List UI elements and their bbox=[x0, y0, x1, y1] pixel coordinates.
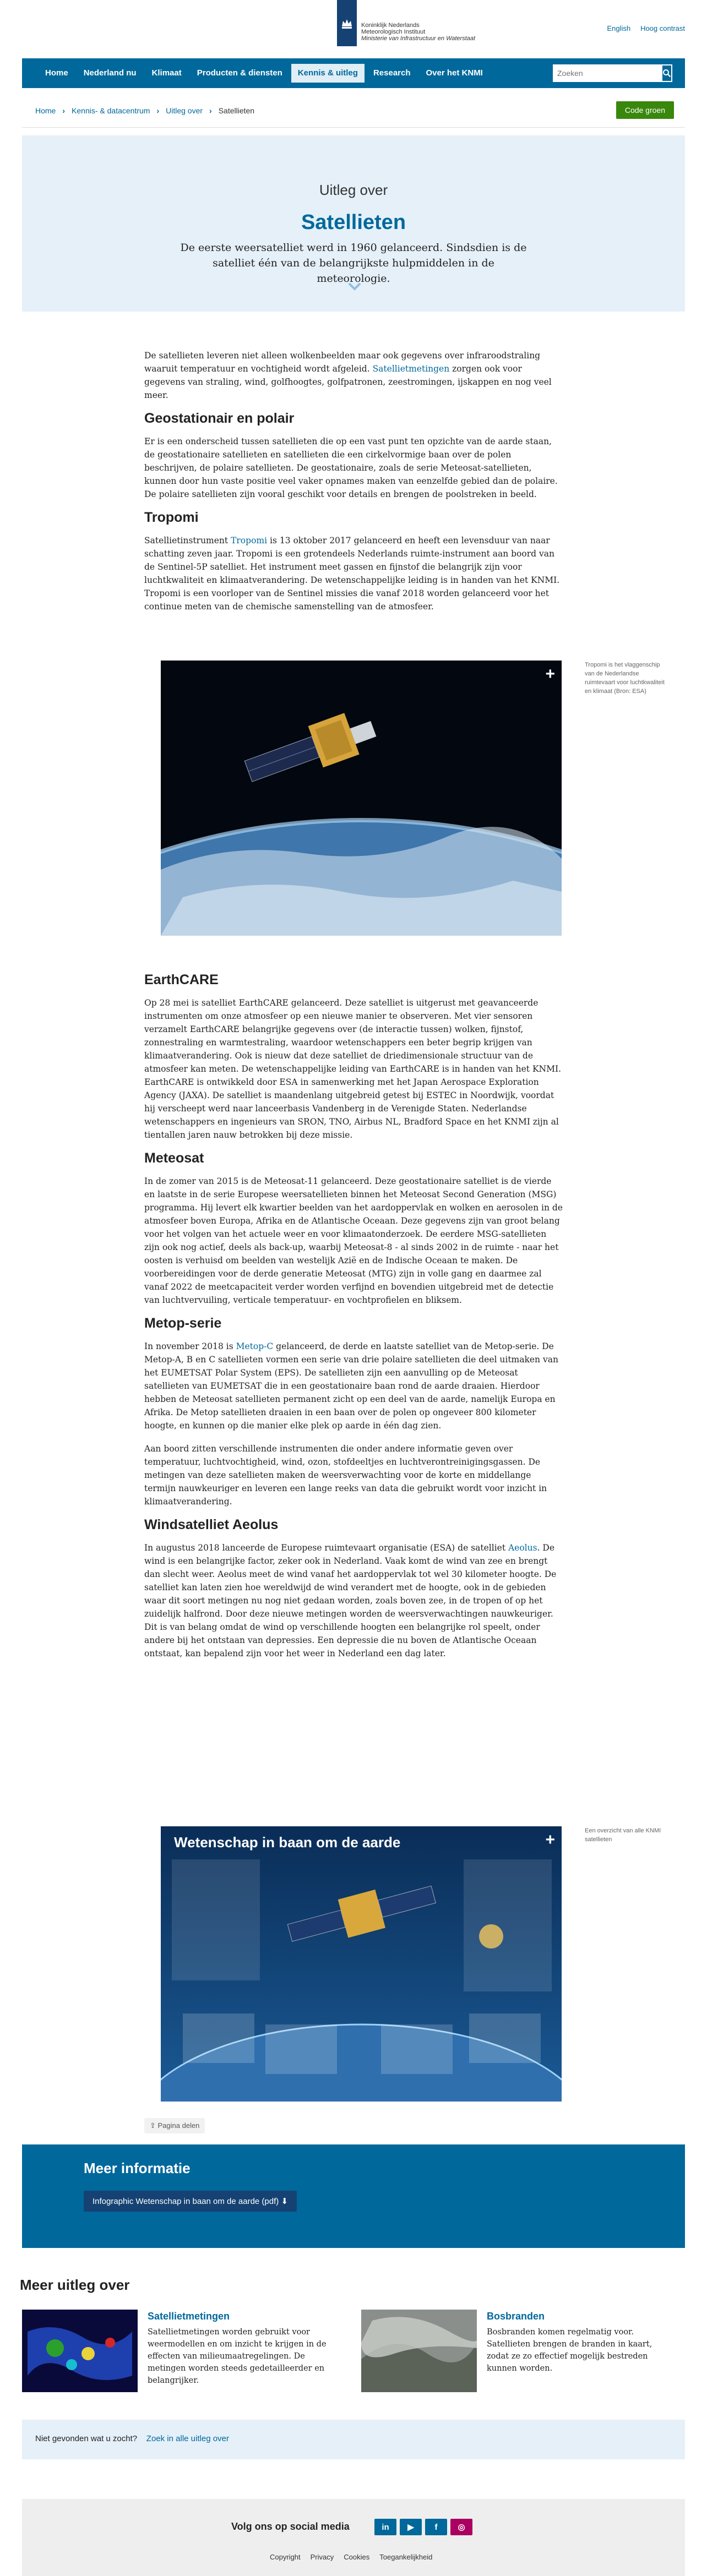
tropomi-caption: Tropomi is het vlaggenschip van de Nederlandse ruimtevaart voor luchtkwaliteit en klimaat (Bron: ESA) bbox=[585, 662, 665, 695]
chevron-right-icon: › bbox=[62, 106, 66, 115]
footer-links bbox=[270, 2553, 432, 2561]
card-bosbranden[interactable] bbox=[361, 2310, 670, 2398]
tropomi-text-a: Satellietinstrument bbox=[144, 536, 231, 545]
instagram-icon[interactable]: ◎ bbox=[450, 2519, 472, 2535]
breadcrumb-home[interactable]: Home bbox=[35, 106, 56, 115]
earthcare-paragraph: Op 28 mei is satelliet EarthCARE gelanceerd. Deze satelliet is uitgerust met geavanceerde instrumenten om onze atmosfeer op een nieuwe manier te observeren. Met vier sensoren verzamelt EarthCARE belangrijke gegevens over (de interactie tussen) wolken, fijnstof, zonnestraling en warmtestraling, waardoor wetenschappers een beter begrip krijgen van klimaatverandering. Ook is nieuw dat deze satelliet de driedimensionale structuur van de atmosfeer kan meten. De wetenschappelijke leiding van EarthCARE is in handen van het KNMI. EarthCARE is ontwikkeld door ESA in samenwerking met het Japan Aerospace Exploration Agency (JAXA). De satelliet is maandenlang uitgebreid getest bij ESTEC in Noordwijk, voordat hij verscheept werd naar lanceerbasis Vandenberg in de Verenigde Staten. Nederlandse wetenschappers en ingenieurs van SRON, TNO, Airbus NL, Bradford Space en het KNMI zijn al tientallen jaren nauw betrokken bij deze missie. bbox=[144, 998, 562, 1140]
crown-emblem bbox=[337, 0, 357, 46]
hero bbox=[22, 135, 685, 312]
copyright-link[interactable]: Copyright bbox=[270, 2553, 301, 2561]
card-title bbox=[487, 2311, 545, 2322]
expand-image-icon[interactable]: + bbox=[545, 1831, 555, 1849]
heading-aeolus: Windsatelliet Aeolus bbox=[144, 1517, 279, 1532]
more-info-section bbox=[22, 2144, 685, 2248]
card-text: Satellietmetingen worden gebruikt voor weermodellen en om inzicht te krijgen in de effecten van milieumaatregelingen. De metingen worden steeds gedetailleerder en belangrijker. bbox=[148, 2328, 327, 2385]
hero-kicker: Uitleg over bbox=[319, 182, 388, 198]
not-found-text: Niet gevonden wat u zocht? bbox=[35, 2434, 138, 2443]
search-box bbox=[553, 64, 668, 82]
metop-text-b: gelanceerd, de derde en laatste satelliet van de Metop-serie. De Metop-A, B en C satellieten vormen een serie van drie polaire satellieten die deel uitmaken van het EUMETSAT Polar System (EPS). De satellieten zijn een aanvulling op de Meteosat satellieten van EUMETSAT die in een geostationaire baan rond de aarde draaien. Hierdoor hebben de Meteosat satellieten permanent zicht op een deel van de aarde, namelijk Europa en Afrika. De Metop satellieten draaien in een baan over de polen op ongeveer 800 kilometer hoogte, en kunnen op die manier elke plek op aarde in één dag zien. bbox=[144, 1341, 558, 1431]
english-link[interactable]: English bbox=[607, 24, 631, 32]
card-text: Bosbranden komen regelmatig voor. Satellieten brengen de branden in kaart, zodat ze zo effectief mogelijk bestreden kunnen worden. bbox=[487, 2328, 652, 2373]
nav-research[interactable]: Research bbox=[373, 68, 411, 78]
nav-home[interactable]: Home bbox=[45, 68, 68, 78]
search-all-link[interactable]: Zoek in alle uitleg over bbox=[146, 2434, 229, 2443]
logo-text bbox=[361, 22, 475, 42]
youtube-icon[interactable]: ▶ bbox=[400, 2519, 422, 2535]
share-icon: ⇪ bbox=[150, 2121, 158, 2130]
aeolus-paragraph bbox=[144, 1541, 563, 1660]
heading-metop: Metop-serie bbox=[144, 1316, 222, 1331]
meteosat-paragraph: In de zomer van 2015 is de Meteosat-11 gelanceerd. Deze geostationaire satelliet is de vierde en laatste in de serie Europese weersatellieten binnen het Meteosat Second Generation (MSG) programma. Hij levert elk kwartier beelden van het aardoppervlak en wolken en aerosolen in de atmosfeer boven Europa, Afrika en de Atlantische Oceaan. Deze gegevens zijn van groot belang voor het volgen van het actuele weer en voor klimaatonderzoek. De eerdere MSG-satellieten zijn ook nog actief, deels als back-up, waarbij Meteosat-8 - al sinds 2002 in de ruimte - naar het oosten is verhuisd om beelden van westelijk Azië en de Indische Oceaan te maken. De voorbereidingen voor de derde generatie Meteosat (MTG) zijn in volle gang en daarmee zal vanaf 2022 de meetcapaciteit verder worden verfijnd en bovendien uitgebreid met de detectie van luchtvervuiling, verticale temperatuur- en vochtprofielen en bliksem. bbox=[144, 1176, 563, 1305]
heading-geostationair: Geostationair en polair bbox=[144, 411, 295, 426]
hero-lead: De eerste weersatelliet werd in 1960 gelanceerd. Sindsdien is de satelliet één van de belangrijkste hulpmiddelen in de meteorologie. bbox=[180, 242, 527, 285]
bosbranden-thumbnail bbox=[361, 2310, 477, 2392]
breadcrumb-current: Satellieten bbox=[218, 106, 255, 115]
satellietmetingen-thumbnail bbox=[22, 2310, 138, 2392]
facebook-icon[interactable]: f bbox=[425, 2519, 447, 2535]
metop-text-a: In november 2018 is bbox=[144, 1341, 236, 1351]
not-found-bar bbox=[22, 2420, 685, 2459]
tropomi-paragraph bbox=[144, 534, 563, 613]
expand-image-icon[interactable]: + bbox=[545, 665, 555, 683]
chevron-down-icon[interactable] bbox=[348, 282, 361, 293]
logo-line-2: Meteorologisch Instituut bbox=[361, 29, 426, 35]
nav-producten[interactable]: Producten & diensten bbox=[197, 68, 282, 78]
metop-paragraph-2: Aan boord zitten verschillende instrumenten die onder andere informatie geven over temperatuur, luchtvochtigheid, wind, ozon, stofdeeltjes en luchtverontreinigingsgassen. De metingen van deze satellieten maken de weersverwachting voor de korte en middellange termijn nauwkeuriger en leveren een lange reeks van data die gebruikt wordt voor inzicht in klimaatverandering. bbox=[144, 1444, 547, 1507]
more-info-title: Meer informatie bbox=[84, 2160, 191, 2176]
heading-tropomi: Tropomi bbox=[144, 510, 199, 525]
nav-nederland-nu[interactable]: Nederland nu bbox=[83, 68, 137, 78]
aeolus-text-b: . De wind is een belangrijke factor, zeker ook in Nederland. Vaak komt de wind van zee en brengt dan slecht weer. Aeolus meet de wind vanaf het aardoppervlak tot wel 30 kilometer hoogte. De satelliet kan laten zien hoe wereldwijd de wind verandert met de hoogte, ook in de gebieden waar dit soort metingen nu nog niet gedaan worden, zoals boven zee, in de tropen of op het zuidelijk halfrond. Door deze nieuwe metingen worden de weersverwachtingen nauwkeuriger. Dit is van belang omdat de wind op verschillende hoogten een belangrijke rol speelt, onder andere bij het ontstaan van depressies. Een depressie die nu boven de Atlantische Oceaan ontstaat, kan bepalend zijn voor het weer in Nederland een dag later. bbox=[144, 1543, 557, 1658]
more-explanations-title: Meer uitleg over bbox=[20, 2277, 130, 2293]
share-label: Pagina delen bbox=[157, 2121, 200, 2130]
intro-text-b: zorgen ook voor gegevens van straling, wind, golfhoogtes, golfpatronen, zeestromingen, ijskappen en nog veel meer. bbox=[144, 364, 552, 400]
search-icon bbox=[662, 69, 671, 78]
geo-paragraph: Er is een onderscheid tussen satellieten die op een vast punt ten opzichte van de aarde staan, de geostationaire satellieten en satellieten die een cirkelvormige baan over de polen beschrijven, de polaire satellieten. De geostationaire, zoals de serie Meteosat-satellieten, kunnen door hun vaste positie veel vaker opnames maken van eenzelfde gebied dan de polaire. De polaire satellieten zijn vooral geschikt voor details en brengen de poolstreken in beeld. bbox=[144, 436, 558, 499]
breadcrumb-kennis[interactable]: Kennis- & datacentrum bbox=[72, 106, 150, 115]
tropomi-text-b: is 13 oktober 2017 gelanceerd en heeft een levensduur van naar schatting zeven jaar. Tropomi is een grotendeels Nederlands ruimte-instrument aan boord van de Sentinel-5P satelliet. Het instrument meet gassen en fijnstof die belangrijk zijn voor luchtkwaliteit en klimaatverandering. De wetenschappelijke leiding is in handen van het KNMI. Tropomi is een voorloper van de Sentinel missies die vanaf 2018 worden gelanceerd voor het continue meten van de chemische samenstelling van de atmosfeer. bbox=[144, 536, 560, 612]
card-satellietmetingen[interactable] bbox=[22, 2310, 330, 2398]
site-header bbox=[0, 0, 707, 53]
share-page-button[interactable] bbox=[144, 2118, 205, 2133]
site-footer bbox=[22, 2499, 685, 2576]
article-part-1 bbox=[144, 349, 563, 623]
nav-klimaat[interactable]: Klimaat bbox=[151, 68, 182, 78]
nav-kennis-uitleg[interactable]: Kennis & uitleg bbox=[291, 64, 365, 83]
card-title bbox=[148, 2311, 230, 2322]
heading-meteosat: Meteosat bbox=[144, 1150, 204, 1166]
aeolus-text-a: In augustus 2018 lanceerde de Europese ruimtevaart organisatie (ESA) de satelliet bbox=[144, 1543, 508, 1553]
aeolus-link[interactable]: Aeolus bbox=[508, 1543, 537, 1553]
cookies-link[interactable]: Cookies bbox=[344, 2553, 370, 2561]
linkedin-icon[interactable]: in bbox=[374, 2519, 396, 2535]
heading-earthcare: EarthCARE bbox=[144, 972, 219, 987]
breadcrumb-uitleg[interactable]: Uitleg over bbox=[166, 106, 203, 115]
intro-text-a: De satellieten leveren niet alleen wolkenbeelden maar ook gegevens over infraroodstraling waaruit temperatuur en vochtigheid wordt afgeleid. bbox=[144, 351, 541, 374]
infographic-caption: Een overzicht van alle KNMI satellieten bbox=[585, 1827, 661, 1843]
metop-c-link[interactable]: Metop-C bbox=[236, 1341, 274, 1351]
article-part-2 bbox=[144, 973, 563, 1670]
intro-paragraph bbox=[144, 349, 563, 402]
metop-paragraph-1 bbox=[144, 1340, 563, 1432]
card-link-bosbranden[interactable]: Bosbranden bbox=[487, 2311, 545, 2322]
weather-code-button[interactable]: Code groen bbox=[616, 101, 674, 119]
infographic-title: Wetenschap in baan om de aarde bbox=[174, 1834, 401, 1851]
main-nav bbox=[22, 58, 685, 88]
download-icon: ⬇ bbox=[281, 2197, 289, 2206]
breadcrumb bbox=[22, 94, 685, 128]
top-links bbox=[607, 24, 685, 32]
search-input[interactable] bbox=[553, 64, 661, 82]
infographic-download-button[interactable] bbox=[84, 2191, 297, 2212]
tropomi-image[interactable] bbox=[161, 661, 562, 936]
follow-social-label: Volg ons op social media bbox=[231, 2521, 350, 2532]
tropomi-link[interactable]: Tropomi bbox=[231, 536, 268, 545]
download-label: Infographic Wetenschap in baan om de aarde (pdf) bbox=[93, 2197, 279, 2206]
logo-line-1: Koninklijk Nederlands bbox=[361, 22, 420, 29]
nav-over-knmi[interactable]: Over het KNMI bbox=[426, 68, 483, 78]
page-title: Satellieten bbox=[301, 211, 406, 234]
satellietmetingen-link[interactable]: Satellietmetingen bbox=[372, 364, 450, 374]
knmi-logo[interactable] bbox=[337, 0, 475, 46]
privacy-link[interactable]: Privacy bbox=[310, 2553, 334, 2561]
logo-line-3: Ministerie van Infrastructuur en Waterstaat bbox=[361, 35, 476, 42]
card-link-satellietmetingen[interactable]: Satellietmetingen bbox=[148, 2311, 230, 2322]
high-contrast-link[interactable]: Hoog contrast bbox=[640, 24, 685, 32]
chevron-right-icon: › bbox=[209, 106, 212, 115]
infographic-image[interactable] bbox=[161, 1826, 562, 2102]
chevron-right-icon: › bbox=[156, 106, 160, 115]
search-button[interactable] bbox=[661, 64, 672, 82]
accessibility-link[interactable]: Toegankelijkheid bbox=[379, 2553, 433, 2561]
